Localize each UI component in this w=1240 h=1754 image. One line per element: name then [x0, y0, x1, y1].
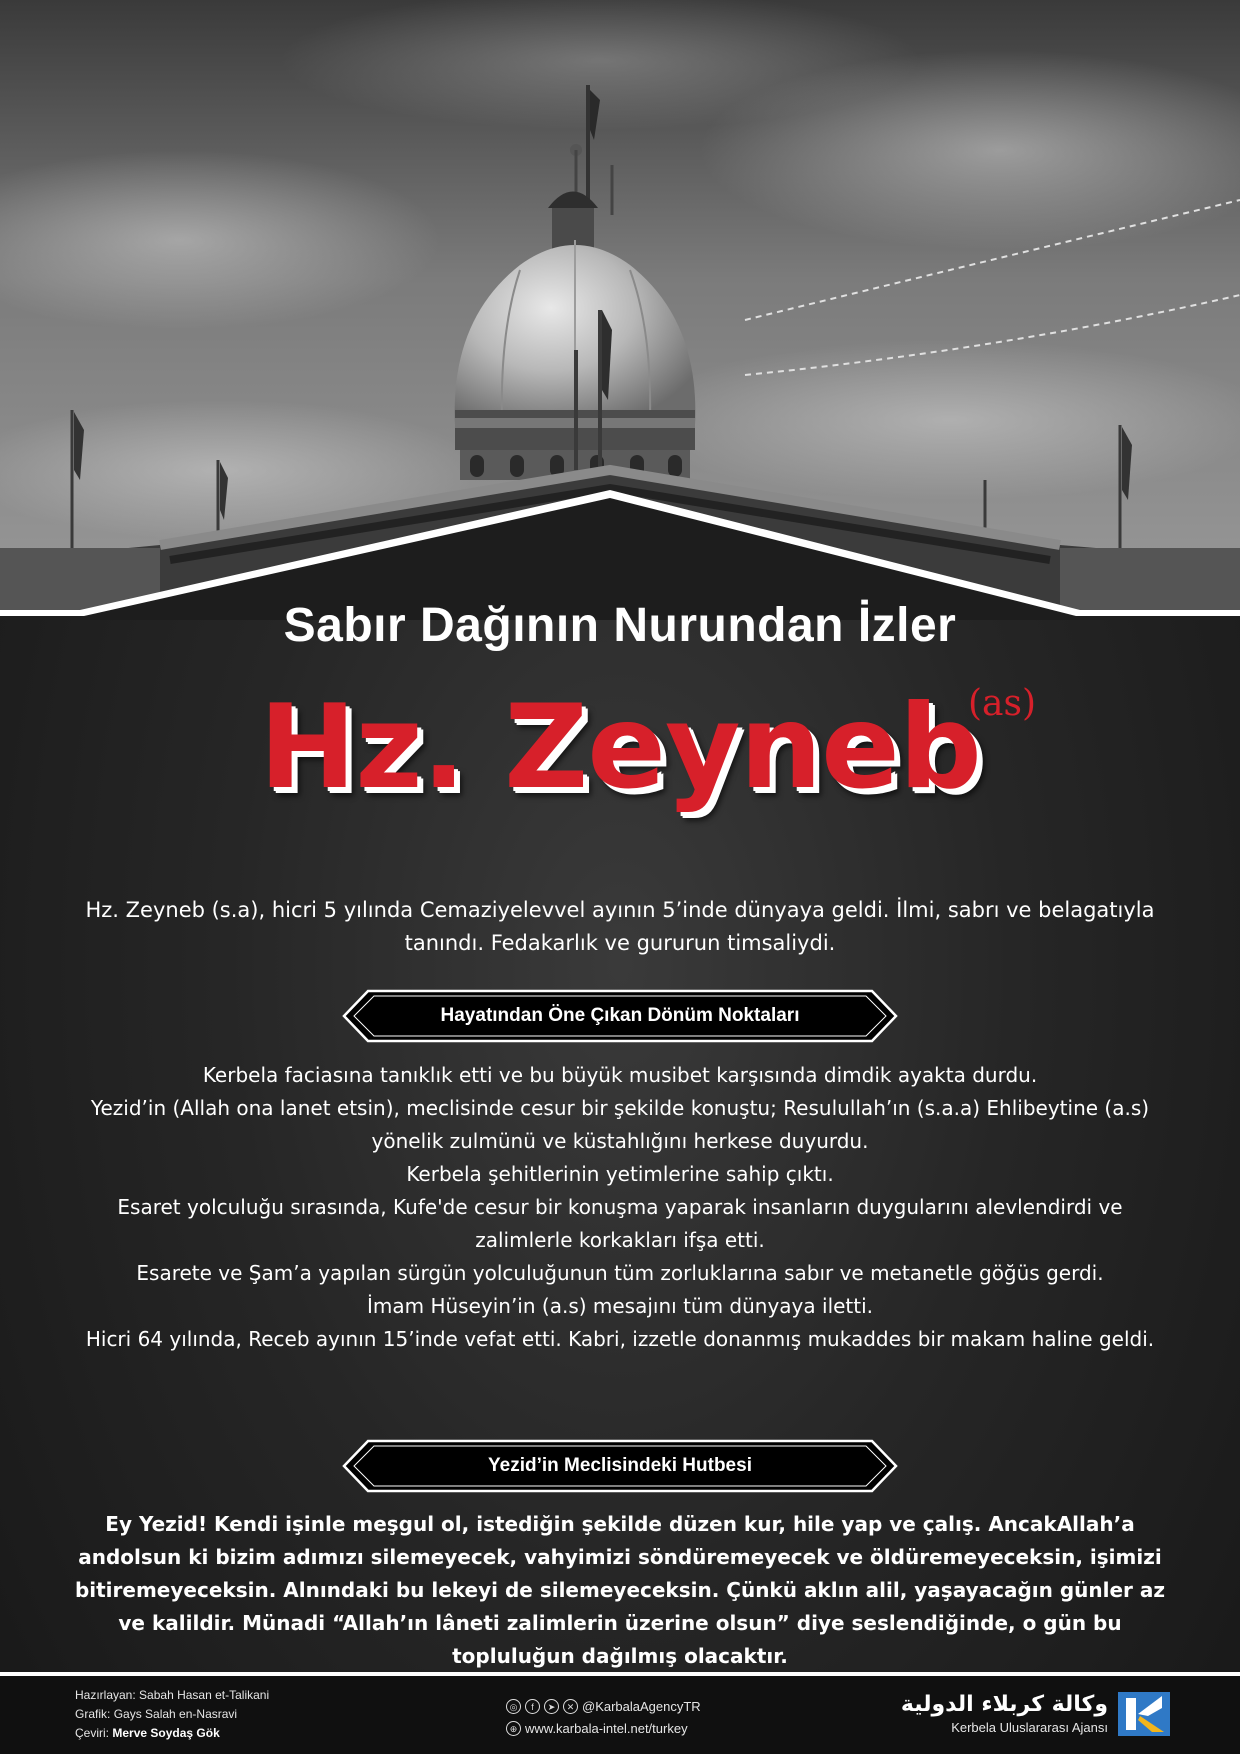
list-item: Kerbela faciasına tanıklık etti ve bu büyük musibet karşısında dimdik ayakta durdu. — [202, 1063, 1038, 1087]
title-superscript: (as) — [968, 683, 1037, 724]
website-link[interactable]: www.karbala-intel.net/turkey — [525, 1720, 688, 1736]
telegram-icon[interactable]: ➤ — [544, 1699, 559, 1714]
poster-title: Hz. Zeyneb — [259, 680, 981, 815]
agency-logo-icon — [1118, 1692, 1170, 1736]
credits — [75, 1686, 269, 1743]
prepared-label: Hazırlayan: — [75, 1688, 136, 1702]
title-wrap — [0, 680, 1240, 815]
graphic-by: Gays Salah en-Nasravi — [113, 1707, 238, 1721]
list-item: Hicri 64 yılında, Receb ayının 15’inde vefat etti. Kabri, izzetle donanmış mukaddes bir makam haline geldi. — [85, 1327, 1155, 1351]
intro-paragraph: Hz. Zeyneb (s.a), hicri 5 yılında Cemaziyelevvel ayının 5’inde dünyaya geldi. İlmi, sabrı ve belagatıyla tanındı. Fedakarlık ve gururun timsaliydi. — [85, 898, 1155, 955]
sermon-heading: Yezid’in Meclisindeki Hutbesi — [488, 1455, 752, 1476]
list-item: Yezid’in (Allah ona lanet etsin), meclisinde cesur bir şekilde konuştu; Resulullah’ın (s.a.a) Ehlibeytine (a.s) yönelik zulmünü ve küstahlığını herkese duyurdu. — [90, 1096, 1150, 1153]
facebook-icon[interactable]: f — [525, 1699, 540, 1714]
list-item: Kerbela şehitlerinin yetimlerine sahip çıktı. — [406, 1162, 834, 1186]
x-icon[interactable]: ✕ — [563, 1699, 578, 1714]
list-item: İmam Hüseyin’in (a.s) mesajını tüm dünyaya iletti. — [366, 1294, 874, 1318]
milestones-heading: Hayatından Öne Çıkan Dönüm Noktaları — [440, 1005, 800, 1026]
social-links — [506, 1695, 701, 1739]
milestones-list — [70, 1059, 1170, 1356]
brand-arabic: وكالة كربلاء الدولية — [900, 1692, 1108, 1717]
prepared-by: Sabah Hasan et-Talikani — [139, 1688, 270, 1702]
globe-icon: ⊕ — [506, 1721, 521, 1736]
list-item: Esaret yolculuğu sırasında, Kufe'de cesur bir konuşma yaparak insanların duygularını alevlendirdi ve zalimlerle korkakları ifşa etti. — [117, 1195, 1123, 1252]
poster-subtitle: Sabır Dağının Nurundan İzler — [283, 599, 957, 652]
shrine-photo — [0, 0, 1240, 620]
sermon-text: Ey Yezid! Kendi işinle meşgul ol, istediğin şekilde düzen kur, hile yap ve çalış. AncakAllah’a andolsun ki bizim adımızı silemeyecek, vahyimizi söndüremeyecek ve öldüremeyeceksin, işimizi bitiremeyeceksin. Alnındaki bu lekeyi de silemeyeceksin. Çünkü aklın alil, yaşayacağın günler az ve kalildir. Münadi “Allah’ın lâneti zalimlerin üzerine olsun” diye seslendiğinde, o gün bu topluluğun dağılmış olacaktır. — [74, 1512, 1166, 1668]
instagram-icon[interactable]: ◎ — [506, 1699, 521, 1714]
section-banner-sermon — [340, 1437, 900, 1495]
translation-by: Merve Soydaş Gök — [112, 1726, 220, 1740]
list-item: Esarete ve Şam’a yapılan sürgün yolculuğunun tüm zorluklarına sabır ve metanetle göğüs gerdi. — [136, 1261, 1104, 1285]
graphic-label: Grafik: — [75, 1707, 111, 1721]
section-banner-milestones — [340, 987, 900, 1045]
social-handle[interactable]: @KarbalaAgencyTR — [582, 1698, 701, 1714]
brand-name: Kerbela Uluslararası Ajansı — [951, 1720, 1108, 1735]
translation-label: Çeviri: — [75, 1726, 110, 1740]
footer — [0, 1676, 1240, 1754]
shrine-dome-illustration — [0, 0, 1240, 620]
